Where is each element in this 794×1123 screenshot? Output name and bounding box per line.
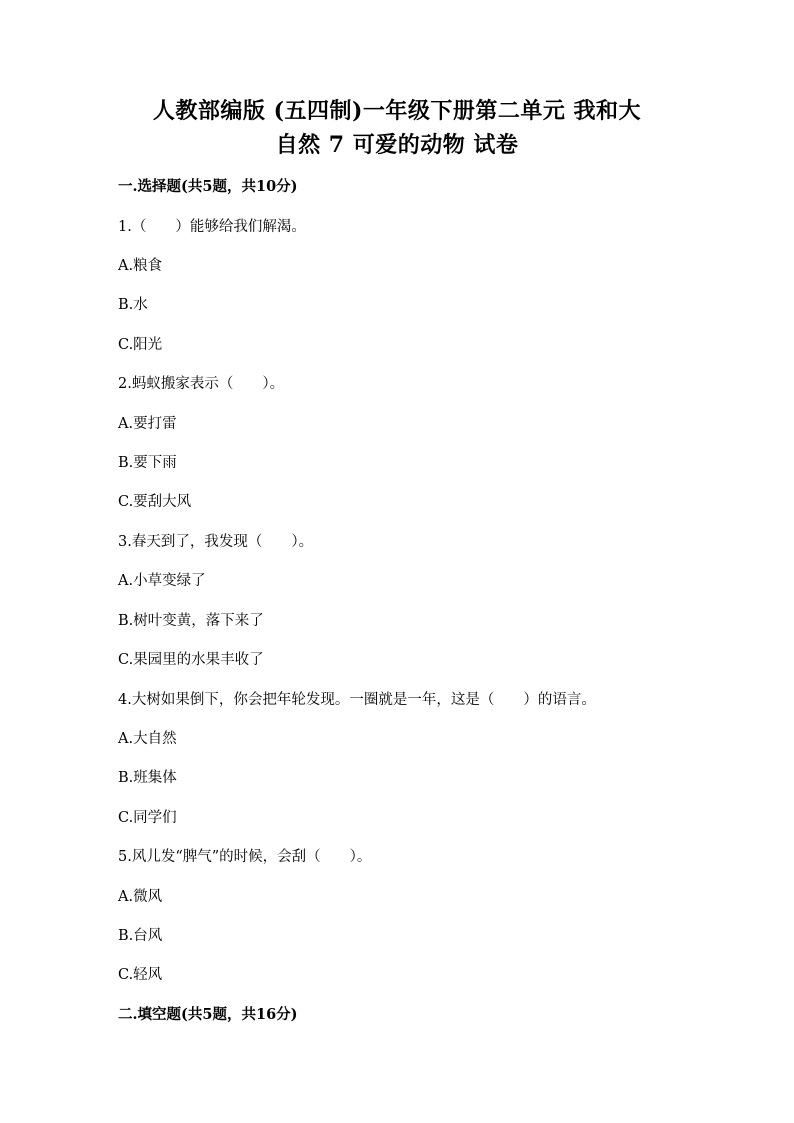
question-5-option-a: A.微风 [118,889,163,905]
question-2-stem: 2.蚂蚁搬家表示（ ）。 [118,376,285,392]
question-5-option-c: C.轻风 [118,967,163,983]
question-4-option-a: A.大自然 [118,731,177,747]
question-2-option-a: A.要打雷 [118,416,177,432]
exam-title-line-1: 人教部编版 (五四制)一年级下册第二单元 我和大 [152,98,642,124]
exam-title-line-2: 自然 7 可爱的动物 试卷 [275,132,519,158]
question-3-stem: 3.春天到了，我发现（ ）。 [118,534,314,550]
question-1-option-a: A.粮食 [118,258,163,274]
question-4-stem: 4.大树如果倒下，你会把年轮发现。一圈就是一年，这是（ ）的语言。 [118,692,596,708]
question-5-option-b: B.台风 [118,928,163,944]
question-2-option-c: C.要刮大风 [118,494,192,510]
question-1-stem: 1.（ ）能够给我们解渴。 [118,219,306,235]
section-heading-choice: 一.选择题(共5题，共10分) [118,178,298,195]
question-5-stem: 5.风儿发“脾气”的时候，会刮（ ）。 [118,849,372,865]
question-2-option-b: B.要下雨 [118,455,177,471]
question-3-option-c: C.果园里的水果丰收了 [118,652,264,668]
section-heading-fill-in: 二.填空题(共5题，共16分) [118,1006,298,1023]
question-1-option-c: C.阳光 [118,337,163,353]
question-4-option-c: C.同学们 [118,810,177,826]
question-1-option-b: B.水 [118,297,148,313]
question-3-option-b: B.树叶变黄，落下来了 [118,613,264,629]
question-3-option-a: A.小草变绿了 [118,573,206,589]
question-4-option-b: B.班集体 [118,770,177,786]
